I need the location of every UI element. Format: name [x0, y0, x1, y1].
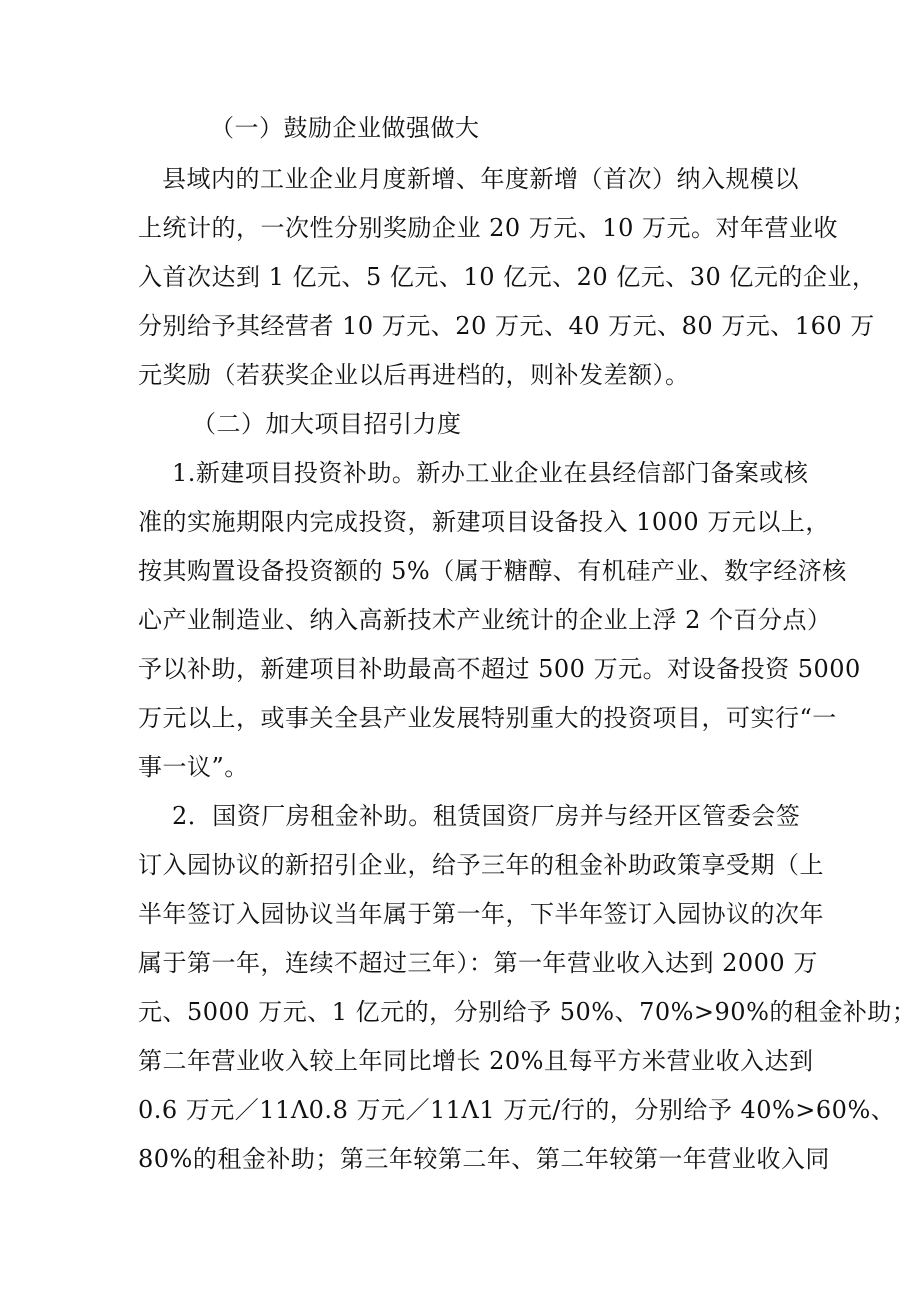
paragraph-line: 予以补助，新建项目补助最高不超过 500 万元。对设备投资 5000 [138, 655, 861, 683]
paragraph-line: 订入园协议的新招引企业，给予三年的租金补助政策享受期（上 [138, 851, 824, 879]
paragraph-line: 属于第一年，连续不超过三年）：第一年营业收入达到 2000 万 [138, 949, 818, 977]
paragraph-line: 2．国资厂房租金补助。租赁国资厂房并与经开区管委会签 [172, 802, 801, 830]
paragraph-line: 准的实施期限内完成投资，新建项目设备投入 1000 万元以上， [138, 508, 830, 536]
paragraph-line: 元、5000 万元、1 亿元的，分别给予 50%、70%>90%的租金补助； [138, 998, 917, 1026]
paragraph-line: 元奖励（若获奖企业以后再进档的，则补发差额）。 [138, 361, 690, 389]
section-heading: （二）加大项目招引力度 [192, 410, 462, 438]
paragraph-line: 万元以上，或事关全县产业发展特别重大的投资项目，可实行“一 [138, 704, 837, 732]
paragraph-line: 入首次达到 1 亿元、5 亿元、10 亿元、20 亿元、30 亿元的企业， [138, 263, 877, 291]
paragraph-line: 1.新建项目投资补助。新办工业企业在县经信部门备案或核 [172, 459, 809, 487]
section-heading: （一）鼓励企业做强做大 [210, 114, 480, 142]
paragraph-line: 半年签订入园协议当年属于第一年，下半年签订入园协议的次年 [138, 900, 824, 928]
paragraph-line: 县域内的工业企业月度新增、年度新增（首次）纳入规模以 [162, 165, 799, 193]
paragraph-line: 80%的租金补助；第三年较第二年、第二年较第一年营业收入同 [138, 1145, 830, 1173]
paragraph-line: 上统计的，一次性分别奖励企业 20 万元、10 万元。对年营业收 [138, 214, 838, 242]
paragraph-line: 心产业制造业、纳入高新技术产业统计的企业上浮 2 个百分点） [138, 606, 832, 634]
paragraph-line: 0.6 万元／11Λ0.8 万元／11Λ1 万元/行的，分别给予 40%>60%、 [138, 1096, 896, 1124]
paragraph-line: 第二年营业收入较上年同比增长 20%且每平方米营业收入达到 [138, 1047, 814, 1075]
paragraph-line: 分别给予其经营者 10 万元、20 万元、40 万元、80 万元、160 万 [138, 312, 875, 340]
paragraph-line: 按其购置设备投资额的 5%（属于糖醇、有机硅产业、数字经济核 [138, 557, 847, 585]
paragraph-line: 事一议”。 [138, 753, 249, 781]
